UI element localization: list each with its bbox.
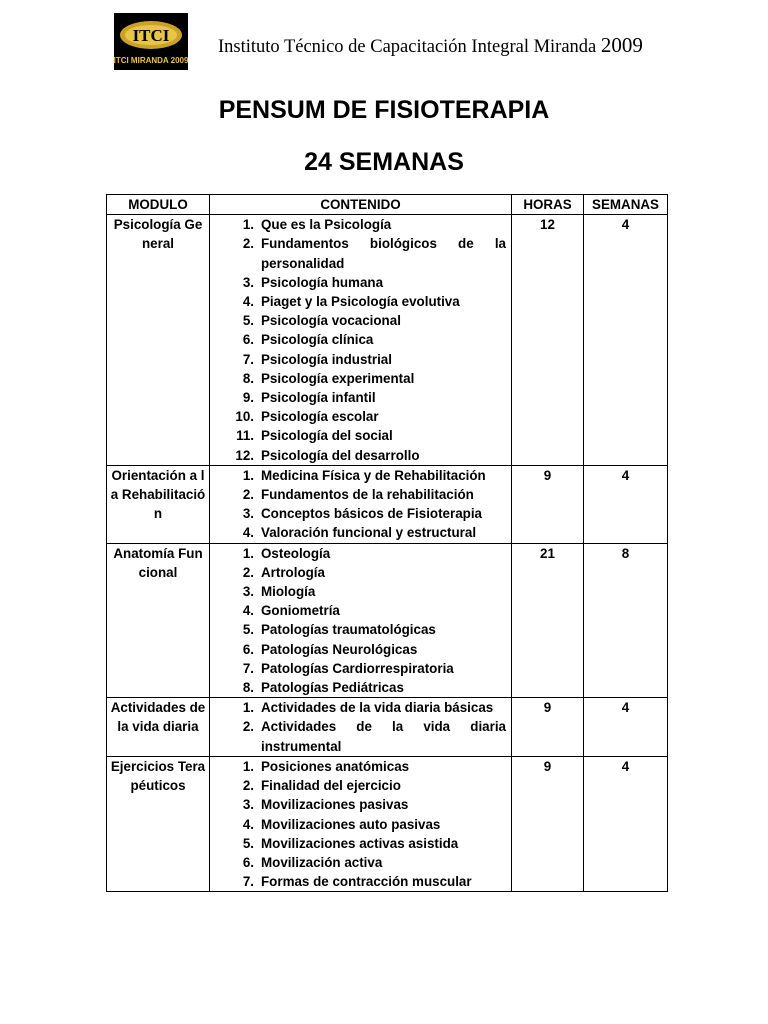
list-item-text: Movilizaciones activas asistida <box>261 835 459 851</box>
list-item <box>213 234 508 272</box>
module-content <box>210 698 512 757</box>
list-item-number: 1. <box>242 758 254 774</box>
list-item-number: 1. <box>242 700 254 716</box>
document-subtitle: 24 SEMANAS <box>304 148 464 176</box>
list-item <box>213 330 508 349</box>
list-item-text: Psicología escolar <box>261 409 379 425</box>
table-row <box>107 756 668 891</box>
table-header-row <box>107 195 668 215</box>
list-item <box>213 582 508 601</box>
table-row <box>107 215 668 466</box>
content-list <box>213 466 508 543</box>
list-item-number: 7. <box>242 351 254 367</box>
module-content <box>210 756 512 891</box>
list-item-text: Miología <box>261 584 316 600</box>
list-item-text: Psicología vocacional <box>261 313 401 329</box>
list-item-text: Psicología experimental <box>261 370 415 386</box>
list-item-number: 1. <box>242 545 254 561</box>
list-item-number: 1. <box>242 217 254 233</box>
table-row <box>107 465 668 543</box>
list-item-text: Psicología clínica <box>261 332 374 348</box>
module-weeks: 4 <box>584 756 668 891</box>
list-item-text: Posiciones anatómicas <box>261 758 410 774</box>
list-item <box>213 698 508 717</box>
list-item <box>213 853 508 872</box>
list-item <box>213 426 508 445</box>
itci-logo-graphic <box>114 13 188 70</box>
list-item-text: Finalidad del ejercicio <box>261 778 401 794</box>
list-item-number: 6. <box>242 641 254 657</box>
list-item <box>213 757 508 776</box>
list-item <box>213 485 508 504</box>
institute-year: 2009 <box>600 33 643 57</box>
list-item-number: 8. <box>242 680 254 696</box>
logo-text: ITCI <box>132 26 170 45</box>
module-name: Psicología General <box>107 215 210 466</box>
header-horas: HORAS <box>512 195 584 215</box>
module-hours: 9 <box>512 465 584 543</box>
list-item <box>213 795 508 814</box>
list-item-number: 2. <box>242 719 254 735</box>
list-item-text: Piaget y la Psicología evolutiva <box>261 294 460 310</box>
list-item-text: Artrología <box>261 564 325 580</box>
list-item-text: Patologías Neurológicas <box>261 641 418 657</box>
list-item <box>213 601 508 620</box>
list-item-number: 2. <box>242 778 254 794</box>
list-item-text: Goniometría <box>261 603 340 619</box>
table-row <box>107 698 668 757</box>
list-item-text: Actividades de la vida diaria básicas <box>261 700 494 716</box>
list-item-number: 3. <box>242 274 254 290</box>
module-name: Actividades de la vida diaria <box>107 698 210 757</box>
institute-name: Instituto Técnico de Capacitación Integral Miranda <box>218 37 597 57</box>
list-item-number: 9. <box>242 390 254 406</box>
list-item <box>213 659 508 678</box>
module-name: Anatomía Funcional <box>107 543 210 698</box>
module-hours: 9 <box>512 756 584 891</box>
logo-subtext: ITCI MIRANDA 2009 <box>114 56 188 65</box>
list-item-text: Psicología del desarrollo <box>261 447 420 463</box>
list-item-number: 7. <box>242 874 254 890</box>
list-item-number: 5. <box>242 835 254 851</box>
list-item-text: Osteología <box>261 545 331 561</box>
document-title: PENSUM DE FISIOTERAPIA <box>218 96 550 124</box>
module-weeks: 4 <box>584 465 668 543</box>
list-item <box>213 815 508 834</box>
list-item-number: 3. <box>242 797 254 813</box>
list-item <box>213 678 508 697</box>
list-item <box>213 834 508 853</box>
list-item-text: Fundamentos biológicos de la personalidad <box>261 236 506 271</box>
list-item <box>213 292 508 311</box>
list-item-text: Valoración funcional y estructural <box>261 525 477 541</box>
list-item <box>213 388 508 407</box>
list-item <box>213 872 508 891</box>
list-item-number: 10. <box>235 409 254 425</box>
module-weeks: 4 <box>584 698 668 757</box>
list-item-number: 4. <box>242 525 254 541</box>
list-item-text: Patologías traumatológicas <box>261 622 436 638</box>
list-item-number: 6. <box>242 854 254 870</box>
module-content <box>210 465 512 543</box>
itci-logo <box>114 13 188 70</box>
list-item <box>213 311 508 330</box>
list-item-number: 11. <box>236 428 254 444</box>
list-item-text: Psicología industrial <box>261 351 392 367</box>
list-item-number: 5. <box>242 313 254 329</box>
pensum-table <box>106 194 668 892</box>
list-item <box>213 544 508 563</box>
module-hours: 12 <box>512 215 584 466</box>
list-item-number: 8. <box>242 370 254 386</box>
list-item-text: Patologías Cardiorrespiratoria <box>261 660 454 676</box>
list-item <box>213 466 508 485</box>
list-item-number: 5. <box>242 622 254 638</box>
list-item-number: 4. <box>242 294 254 310</box>
module-name: Ejercicios Terapéuticos <box>107 756 210 891</box>
list-item-text: Conceptos básicos de Fisioterapia <box>261 506 483 522</box>
list-item-number: 12. <box>235 447 254 463</box>
list-item-number: 1. <box>242 467 254 483</box>
module-weeks: 8 <box>584 543 668 698</box>
header-modulo: MODULO <box>107 195 210 215</box>
list-item <box>213 640 508 659</box>
list-item-number: 2. <box>242 564 254 580</box>
list-item <box>213 776 508 795</box>
list-item-number: 3. <box>242 506 254 522</box>
list-item <box>213 350 508 369</box>
list-item-text: Que es la Psicología <box>261 217 392 233</box>
module-hours: 9 <box>512 698 584 757</box>
list-item-text: Fundamentos de la rehabilitación <box>261 487 474 503</box>
list-item-number: 3. <box>242 584 254 600</box>
list-item <box>213 620 508 639</box>
table-row <box>107 543 668 698</box>
list-item-text: Movilización activa <box>261 854 383 870</box>
header-contenido: CONTENIDO <box>210 195 512 215</box>
list-item-number: 7. <box>242 660 254 676</box>
list-item-text: Formas de contracción muscular <box>261 874 472 890</box>
list-item <box>213 273 508 292</box>
list-item-text: Actividades de la vida diaria instrumental <box>261 719 506 754</box>
list-item <box>213 504 508 523</box>
list-item-number: 4. <box>242 603 254 619</box>
content-list <box>213 544 508 698</box>
list-item <box>213 446 508 465</box>
institute-header <box>218 33 643 58</box>
list-item <box>213 215 508 234</box>
list-item-text: Movilizaciones pasivas <box>261 797 409 813</box>
list-item <box>213 369 508 388</box>
list-item-number: 2. <box>242 487 254 503</box>
list-item <box>213 523 508 542</box>
list-item-text: Medicina Física y de Rehabilitación <box>261 467 486 483</box>
list-item-number: 2. <box>242 236 254 252</box>
module-weeks: 4 <box>584 215 668 466</box>
content-list <box>213 215 508 465</box>
list-item-text: Psicología humana <box>261 274 384 290</box>
content-list <box>213 698 508 756</box>
content-list <box>213 757 508 891</box>
list-item-text: Patologías Pediátricas <box>261 680 404 696</box>
list-item-text: Psicología del social <box>261 428 393 444</box>
module-hours: 21 <box>512 543 584 698</box>
module-name: Orientación a la Rehabilitación <box>107 465 210 543</box>
module-content <box>210 543 512 698</box>
list-item <box>213 563 508 582</box>
module-content <box>210 215 512 466</box>
list-item <box>213 717 508 755</box>
list-item-number: 6. <box>242 332 254 348</box>
list-item-number: 4. <box>242 816 254 832</box>
header-semanas: SEMANAS <box>584 195 668 215</box>
list-item <box>213 407 508 426</box>
list-item-text: Psicología infantil <box>261 390 376 406</box>
list-item-text: Movilizaciones auto pasivas <box>261 816 441 832</box>
